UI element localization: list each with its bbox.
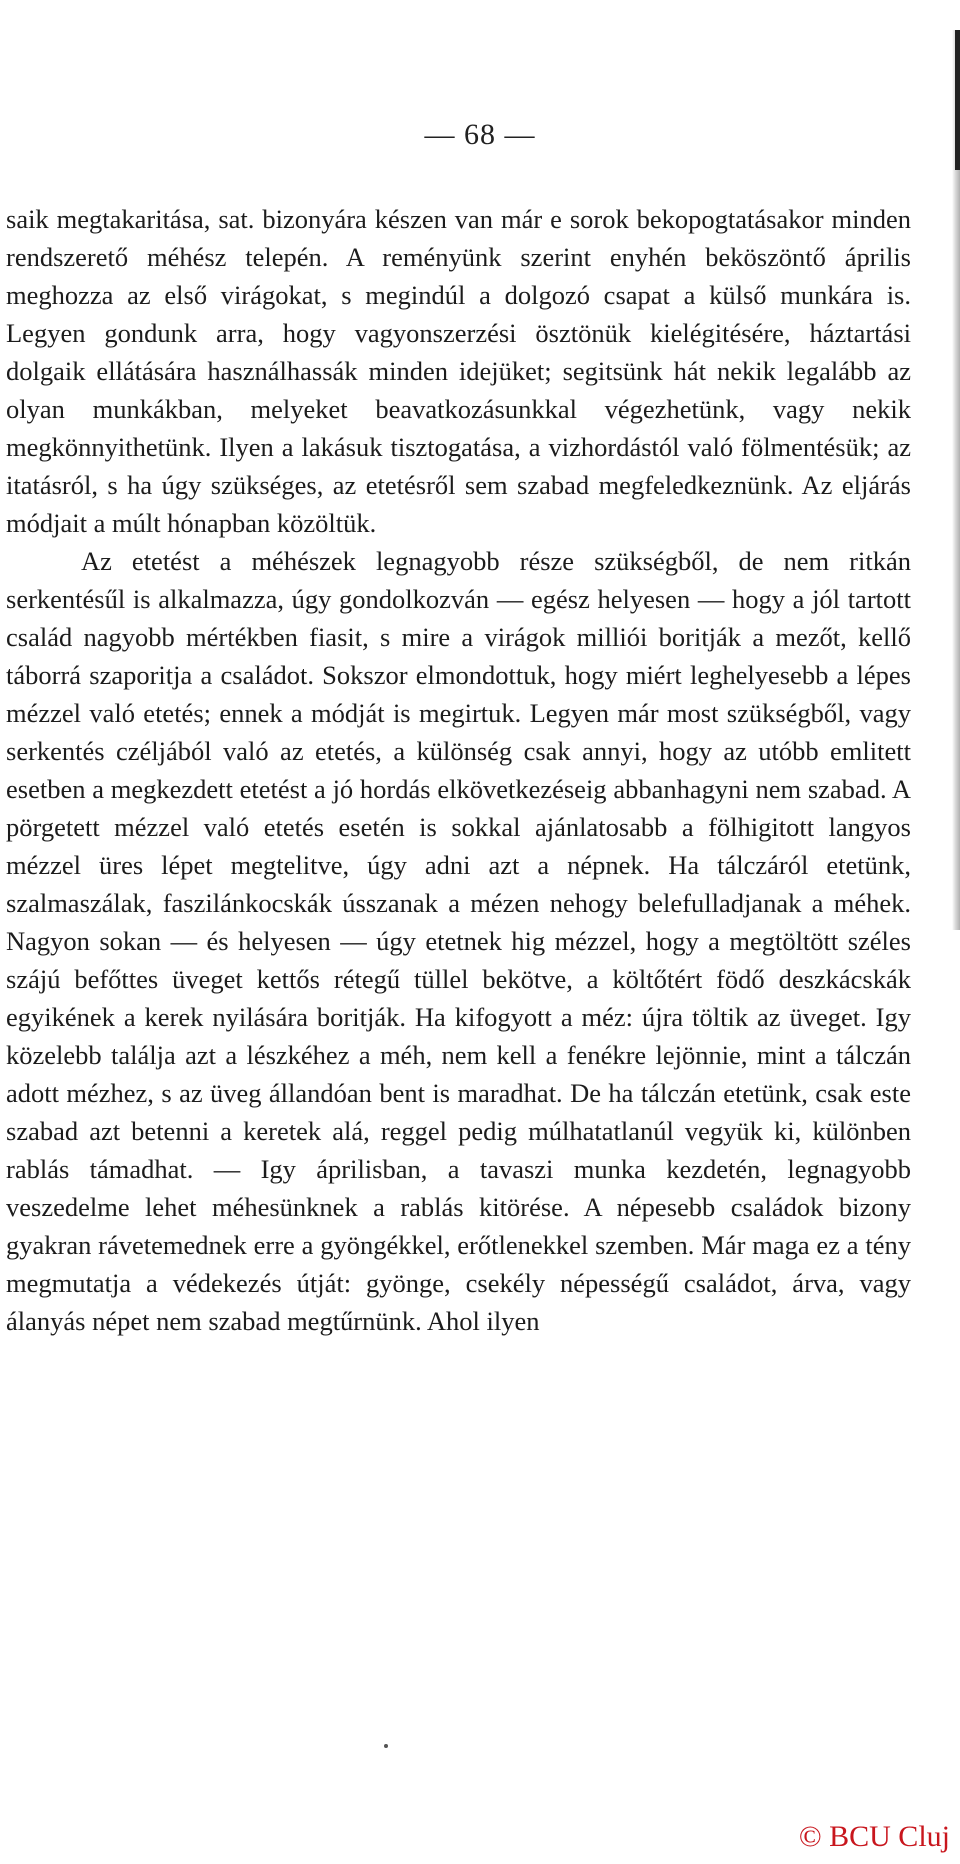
page-number: — 68 — xyxy=(424,118,536,151)
library-watermark: © BCU Cluj xyxy=(798,1820,950,1853)
paragraph-1: saik megtakaritása, sat. bizonyára készen van már e sorok bekopogtatásakor minden rendszerető méhész telepén. A reményünk szerint enyhén beköszöntő április meghozza az első virágokat, s megindúl a dolgozó csapat a külső munkára is. Legyen gondunk arra, hogy vagyonszerzési ösztönük kielégitésére, háztartási dolgaik ellátására használhassák minden idejüket; segitsünk hát nekik legalább az olyan munkákban, melyeket beavatkozásunkkal végezhetünk, vagy nekik megkönnyithetünk. Ilyen a lakásuk tisztogatása, a vizhordástól való fölmentésük; az itatásról, s ha úgy szükséges, az etetésről sem szabad megfeledkeznünk. Az eljárás módjait a múlt hónapban közöltük. xyxy=(6,204,911,538)
ink-speck xyxy=(384,1744,388,1748)
body-text xyxy=(6,200,911,1340)
paragraph-2: Az etetést a méhészek legnagyobb része szükségből, de nem ritkán serkentésűl is alkalmazza, úgy gondolkozván — egész helyesen — hogy a jól tartott család nagyobb mértékben fiasit, s mire a virágok milliói boritják a mezőt, kellő táborrá szaporitja a családot. Sokszor elmondottuk, hogy miért leghelyesebb a lépes mézzel való etetés; ennek a módját is megirtuk. Legyen már most szükségből, vagy serkentés czéljából való az etetés, a különség csak annyi, hogy az utóbb emlitett esetben a megkezdett etetést a jó hordás elkövetkezéseig abbanhagyni nem szabad. A pörgetett mézzel való etetés esetén is sokkal ajánlatosabb a fölhigitott langyos mézzel üres lépet megtelitve, úgy adni azt a népnek. Ha tálczáról etetünk, szalmaszálak, faszilánkocskák ússzanak a mézen nehogy belefulladjanak a méhek. Nagyon sokan — és helyesen — úgy etetnek hig mézzel, hogy a megtöltött széles szájú befőttes üveget kettős rétegű tüllel bekötve, a költőtért födő deszkácskák egyikének a kerek nyilására boritják. Ha kifogyott a méz: újra töltik az üveget. Igy közelebb találja azt a lészkéhez a méh, nem kell a fenékre lejönnie, mint a tálczán adott mézhez, s az üveg állandóan bent is maradhat. De ha tálczán etetünk, csak este szabad azt betenni a keretek alá, reggel pedig múlhatatlanúl vegyük ki, különben rablás támadhat. — Igy áprilisban, a tavaszi munka kezdetén, legnagyobb veszedelme lehet méhesünknek a rablás kitörése. A népesebb családok bizony gyakran rávetemednek erre a gyöngékkel, erőtlenekkel szemben. Már maga ez a tény megmutatja a védekezés útját: gyönge, csekély népességű családot, árva, vagy álanyás népet nem szabad megtűrnünk. Ahol ilyen xyxy=(6,546,911,1336)
